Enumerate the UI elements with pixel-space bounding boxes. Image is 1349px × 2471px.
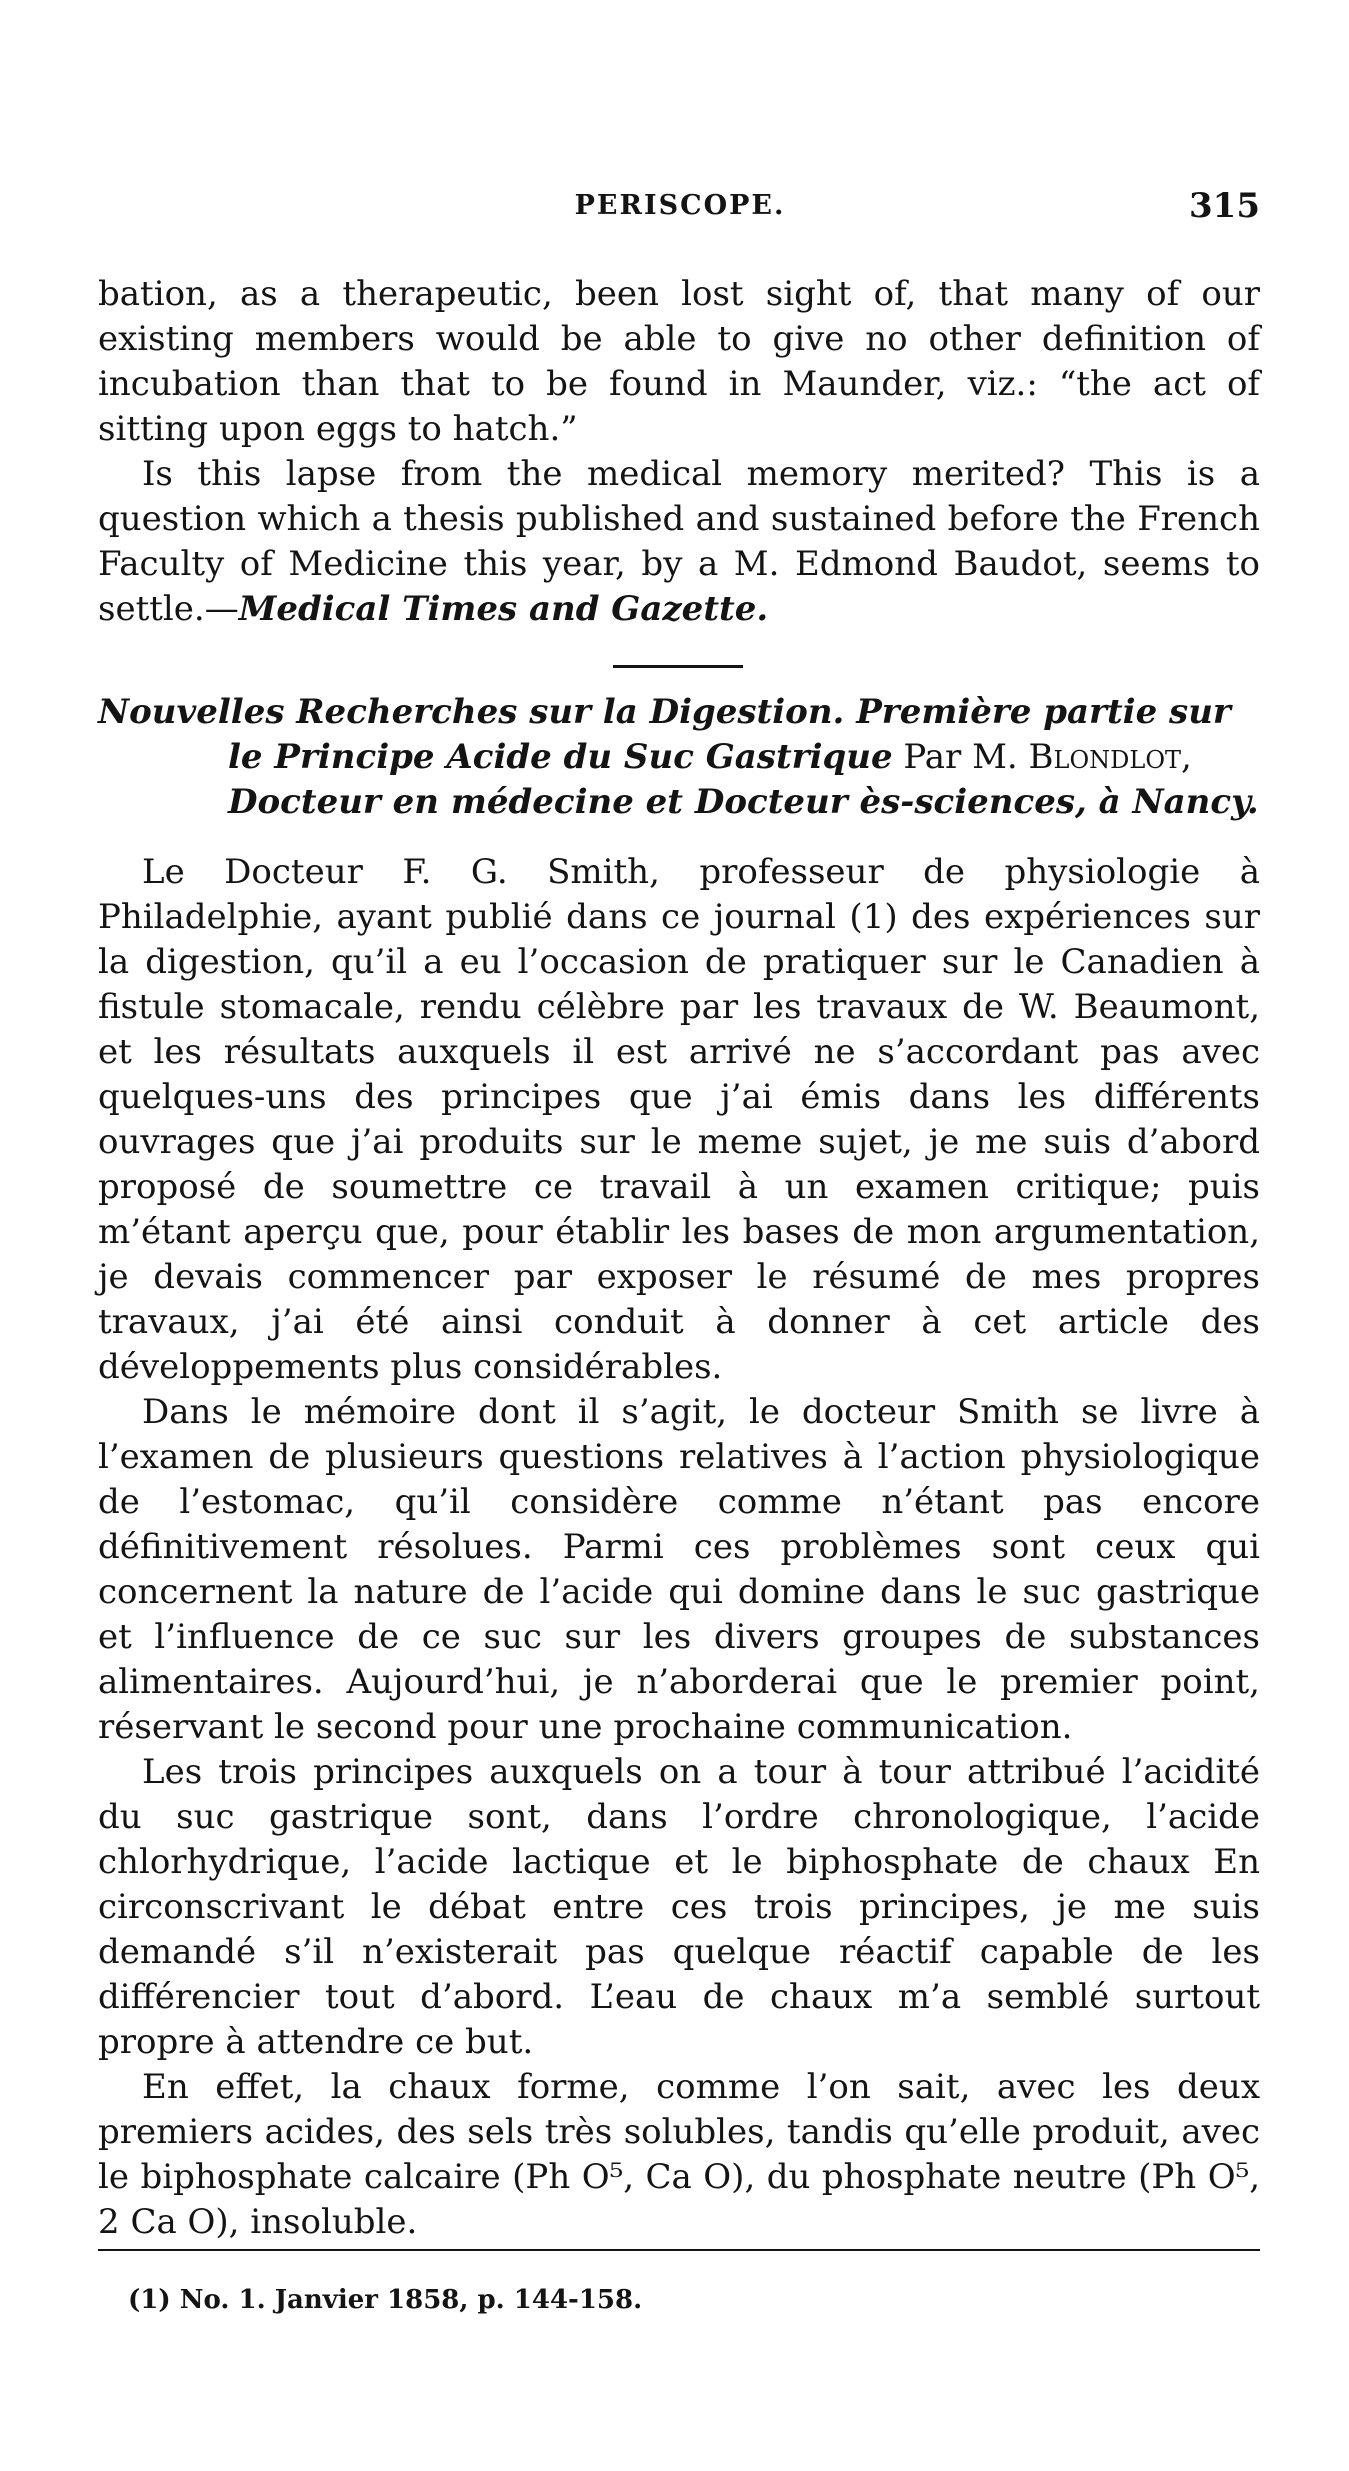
continuation-text [98,272,1260,632]
footnote-rule [98,2249,1260,2251]
body-paragraph-3: Les trois principes auxquels on a tour à tour attribué l’acidité du suc gastrique sont, dans l’ordre chronologique, l’acide chlorhydrique, l’acide lactique et le biphosphate de chaux En circonscrivant le débat entre ces trois principes, je me suis demandé s’il n’existerait pas quelque réactif capable de les différencier tout d’abord. L’eau de chaux m’a semblé surtout propre à attendre ce but. [98,1752,1260,2062]
article-author: Blondlot [1028,737,1182,777]
article-par: Par M. [892,737,1029,777]
article-body [98,850,1260,2245]
running-head [100,186,1260,230]
footnote: (1) No. 1. Janvier 1858, p. 144-158. [128,2285,643,2315]
continuation-paragraph: bation, as a therapeutic, been lost sight of, that many of our existing members would be able to give no other definition of incubation than that to be found in Maunder, viz.: “the act of sitting upon eggs to hatch.” [98,274,1260,449]
body-paragraph-4: En effet, la chaux forme, comme l’on sait, avec les deux premiers acides, des sels très solubles, tandis qu’elle produit, avec le biphosphate calcaire (Ph O⁵, Ca O), du phosphate neutre (Ph O⁵, 2 Ca O), insoluble. [98,2067,1260,2242]
lapse-text: Is this lapse from the medical memory merited? This is a question which a thesis published and sustained before the French Faculty of Medicine this year, by a M. Edmond Baudot, seems to settle.— [98,454,1260,629]
section-divider [613,665,743,668]
article-author-sep: , [1181,737,1192,777]
source-citation: Medical Times and Gazette. [238,589,769,629]
lapse-paragraph [98,452,1260,632]
page-number: 315 [1189,186,1260,226]
body-paragraph-2: Dans le mémoire dont il s’agit, le docteur Smith se livre à l’examen de plusieurs questions relatives à l’action physiologique de l’estomac, qu’il considère comme n’étant pas encore définitivement résolues. Parmi ces problèmes sont ceux qui concernent la nature de l’acide qui domine dans le suc gastrique et l’influence de ce suc sur les divers groupes de substances alimentaires. Aujourd’hui, je n’aborderai que le premier point, réservant le second pour une prochaine communication. [98,1392,1260,1747]
body-paragraph-1: Le Docteur F. G. Smith, professeur de physiologie à Philadelphie, ayant publié dans ce journal (1) des expériences sur la digestion, qu’il a eu l’occasion de pratiquer sur le Canadien à fistule stomacale, rendu célèbre par les travaux de W. Beaumont, et les résultats auxquels il est arrivé ne s’accordant pas avec quelques-uns des principes que j’ai émis dans les différents ouvrages que j’ai produits sur le meme sujet, je me suis d’abord proposé de soumettre ce travail à un examen critique; puis m’étant aperçu que, pour établir les bases de mon argumentation, je devais commencer par exposer le résumé de mes propres travaux, j’ai été ainsi conduit à donner à cet article des développements plus considérables. [98,852,1260,1387]
article-citation [98,690,1260,825]
article-heading [98,690,1260,825]
running-title: PERISCOPE. [574,190,786,221]
article-author-title: Docteur en médecine et Docteur ès-sciences, à Nancy. [228,782,1259,822]
article-title: Nouvelles Recherches sur la Digestion. Première partie sur le Principe Acide du Suc Gastrique [98,692,1231,777]
